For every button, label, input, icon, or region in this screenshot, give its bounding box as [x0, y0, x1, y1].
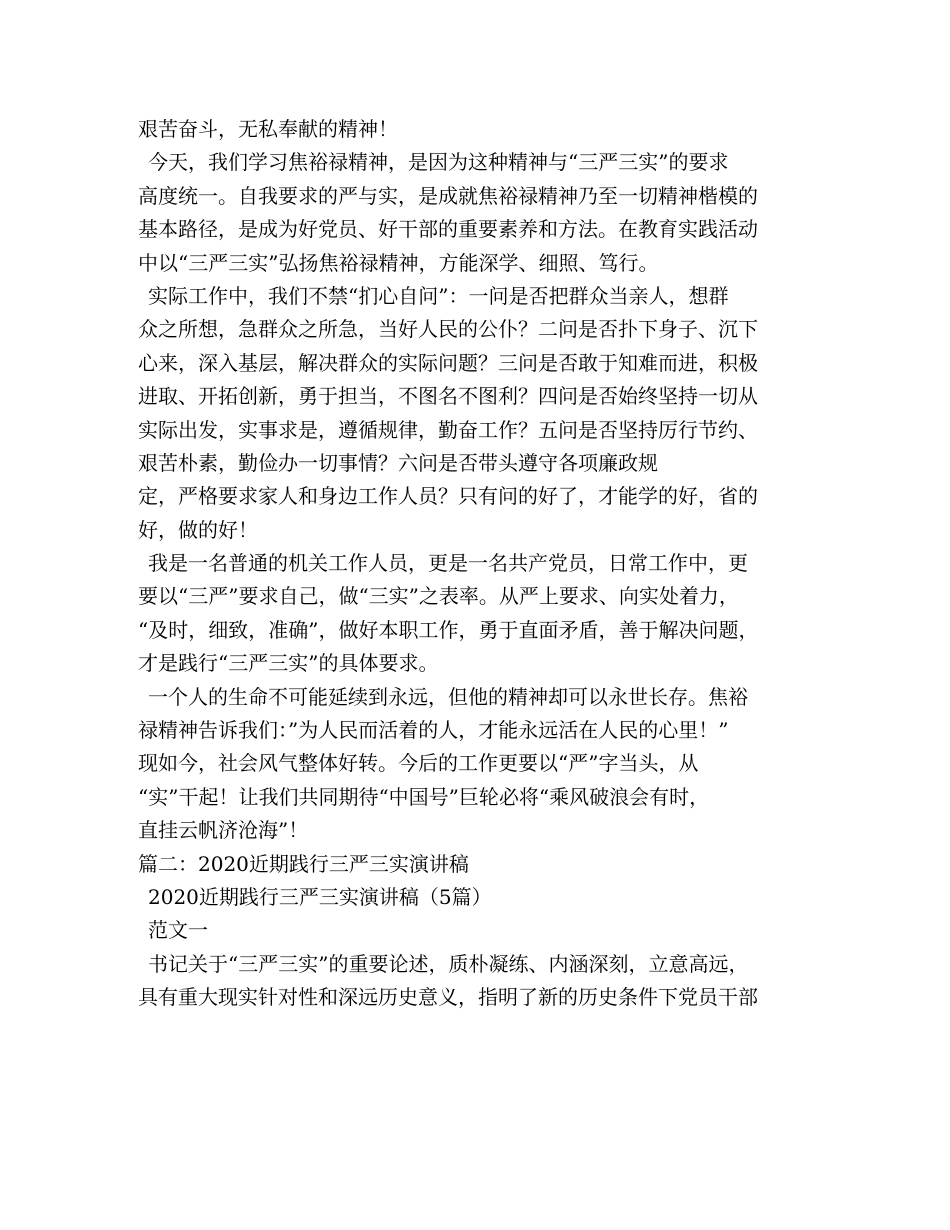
document-body [138, 113, 828, 1015]
text-line: 我是一名普通的机关工作人员，更是一名共产党员，日常工作中，更 [148, 551, 748, 576]
text-line: 要以“三严”要求自己，做“三实”之表率。从严上要求、向实处着力， [138, 584, 739, 609]
text-line: 定，严格要求家人和身边工作人员？只有问的好了，才能学的好，省的 [138, 484, 758, 509]
text-line: 范文一 [148, 918, 208, 943]
text-line: “及时，细致，准确”，做好本职工作，勇于直面矛盾，善于解决问题， [138, 617, 759, 642]
text-line: 心来，深入基层，解决群众的实际问题？三问是否敢于知难而进，积极 [138, 350, 758, 375]
text-line: 实际工作中，我们不禁“扪心自问”：一问是否把群众当亲人，想群 [148, 283, 729, 308]
text-line: 今天，我们学习焦裕禄精神，是因为这种精神与“三严三实”的要求 [148, 150, 729, 175]
text-line: 进取、开拓创新，勇于担当，不图名不图利？四问是否始终坚持一切从 [138, 384, 758, 409]
text-line: 好，做的好！ [138, 517, 258, 542]
text-line: 众之所想，急群众之所急，当好人民的公仆？二问是否扑下身子、沉下 [138, 317, 758, 342]
text-line: 高度统一。自我要求的严与实，是成就焦裕禄精神乃至一切精神楷模的 [138, 183, 758, 208]
text-line: 艰苦奋斗，无私奉献的精神！ [138, 117, 398, 141]
text-line: 禄精神告诉我们：”为人民而活着的人，才能永远活在人民的心里！” [138, 718, 729, 743]
text-line: 现如今，社会风气整体好转。今后的工作更要以“严”字当头，从 [138, 751, 699, 776]
text-line: 实际出发，实事求是，遵循规律，勤奋工作？五问是否坚持厉行节约、 [138, 417, 758, 442]
text-line: 一个人的生命不可能延续到永远，但他的精神却可以永世长存。焦裕 [148, 684, 748, 709]
text-line: 具有重大现实针对性和深远历史意义，指明了新的历史条件下党员干部 [138, 985, 758, 1010]
text-line: 中以“三严三实”弘扬焦裕禄精神，方能深学、细照、笃行。 [138, 250, 659, 275]
text-line: 书记关于“三严三实”的重要论述，质朴凝练、内涵深刻，立意高远， [148, 951, 749, 976]
text-line: 2020近期践行三严三实演讲稿（5篇） [148, 884, 492, 909]
text-line: 直挂云帆济沧海”！ [138, 818, 309, 843]
text-line: 艰苦朴素，勤俭办一切事情？六问是否带头遵守各项廉政规 [138, 450, 658, 475]
text-line: 才是践行“三严三实”的具体要求。 [138, 651, 439, 676]
text-line: “实”干起！让我们共同期待“中国号”巨轮必将“乘风破浪会有时， [138, 784, 710, 809]
text-line: 篇二：2020近期践行三严三实演讲稿 [138, 851, 469, 876]
text-line: 基本路径，是成为好党员、好干部的重要素养和方法。在教育实践活动 [138, 217, 758, 242]
